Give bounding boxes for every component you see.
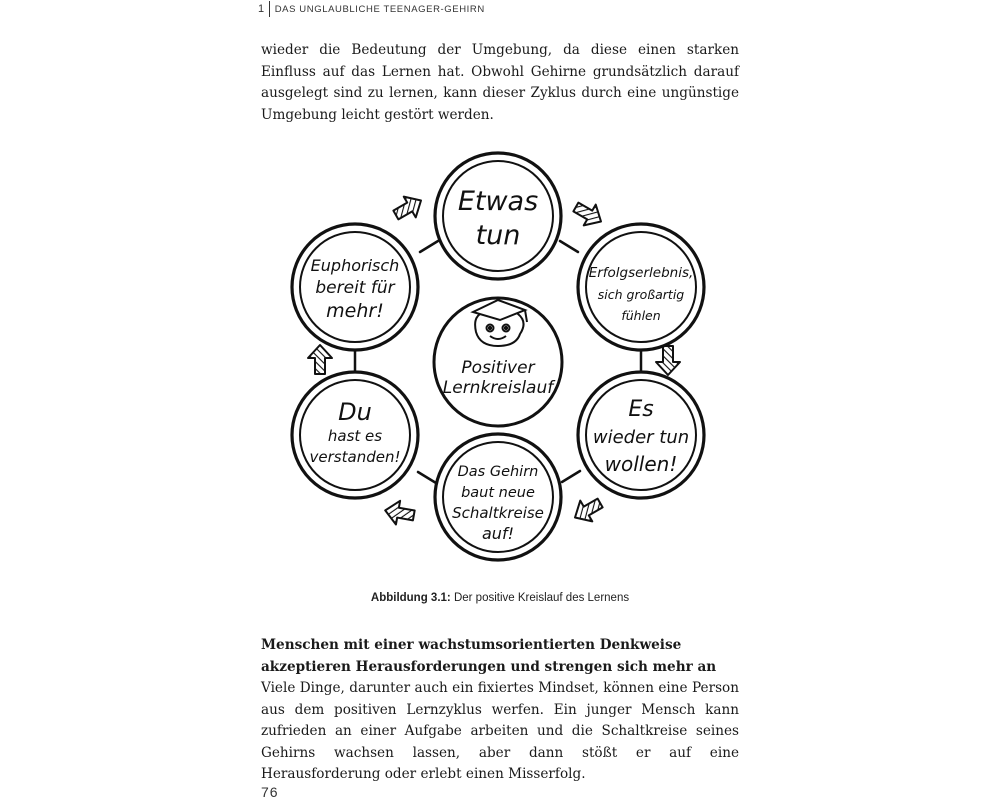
- node-wieder-line-3: wollen!: [604, 452, 678, 476]
- header-divider: [269, 1, 270, 17]
- arrow-up-right-icon: [390, 190, 427, 225]
- paragraph-top: wieder die Bedeutung der Umgebung, da diese einen starken Einfluss auf das Lernen hat. Obwohl Gehirne grundsätzlich darauf ausgelegt sind zu lernen, kann dieser Zyklus durch eine ungünstige Umgebung leicht gestört werden.: [261, 42, 739, 123]
- arrow-down-left-icon: [569, 493, 606, 528]
- running-header: [258, 0, 485, 18]
- node-wieder-line-2: wieder tun: [592, 427, 690, 448]
- node-etwas-line-1: Etwas: [457, 186, 539, 217]
- center-line-2: Lernkreislauf: [442, 378, 554, 398]
- node-etwas-line-2: tun: [475, 220, 521, 251]
- learning-cycle-diagram: [280, 140, 720, 580]
- node-gehirn-line-1: Das Gehirn: [457, 464, 539, 480]
- connector-4: [418, 472, 436, 483]
- arrow-up-icon: [308, 345, 332, 374]
- node-gehirn-line-3: Schaltkreise: [452, 504, 544, 522]
- paragraph-bottom: Viele Dinge, darunter auch ein fixiertes Mindset, können eine Person aus dem positiven Lernzyklus werfen. Ein junger Mensch kann zufrieden an einer Aufgabe arbeiten und die Schaltkreise seines Gehirns wachsen lassen, aber dann stößt er auf eine Herausforderung oder erlebt einen Misserfolg.: [261, 680, 739, 782]
- node-erfolg-line-2: sich großartig: [597, 287, 685, 302]
- section-heading: Menschen mit einer wachstumsorientierten Denkweise akzeptieren Herausforderungen und strengen sich mehr an: [261, 637, 717, 675]
- node-du-line-3: verstanden!: [309, 448, 401, 466]
- node-gehirn-line-4: auf!: [482, 524, 514, 543]
- center-line-1: Positiver: [461, 358, 535, 378]
- node-euphorisch-line-3: mehr!: [326, 300, 384, 322]
- connector-6: [420, 241, 438, 252]
- caption-label: Abbildung 3.1:: [370, 592, 451, 604]
- page-number: 76: [261, 784, 279, 800]
- node-du-line-2: hast es: [327, 427, 383, 445]
- node-du-line-1: Du: [338, 398, 372, 426]
- caption-text: Der positive Kreislauf des Lernens: [453, 592, 630, 604]
- arrow-right-icon: [570, 197, 607, 232]
- arrow-left-icon: [383, 499, 416, 528]
- node-wieder-line-1: Es: [628, 397, 654, 422]
- running-title: DAS UNGLAUBLICHE TEENAGER-GEHIRN: [274, 3, 485, 15]
- figure-caption: [261, 592, 739, 604]
- connector-3: [562, 471, 580, 482]
- node-euphorisch-line-1: Euphorisch: [310, 256, 400, 275]
- connector-1: [560, 241, 578, 252]
- node-erfolg-line-1: Erfolgserlebnis,: [588, 265, 694, 281]
- node-erfolg-line-3: fühlen: [621, 308, 661, 323]
- node-euphorisch-line-2: bereit für: [315, 278, 395, 298]
- arrow-down-icon: [656, 346, 680, 375]
- node-gehirn-line-2: baut neue: [461, 485, 535, 501]
- chapter-number: 1: [258, 3, 265, 15]
